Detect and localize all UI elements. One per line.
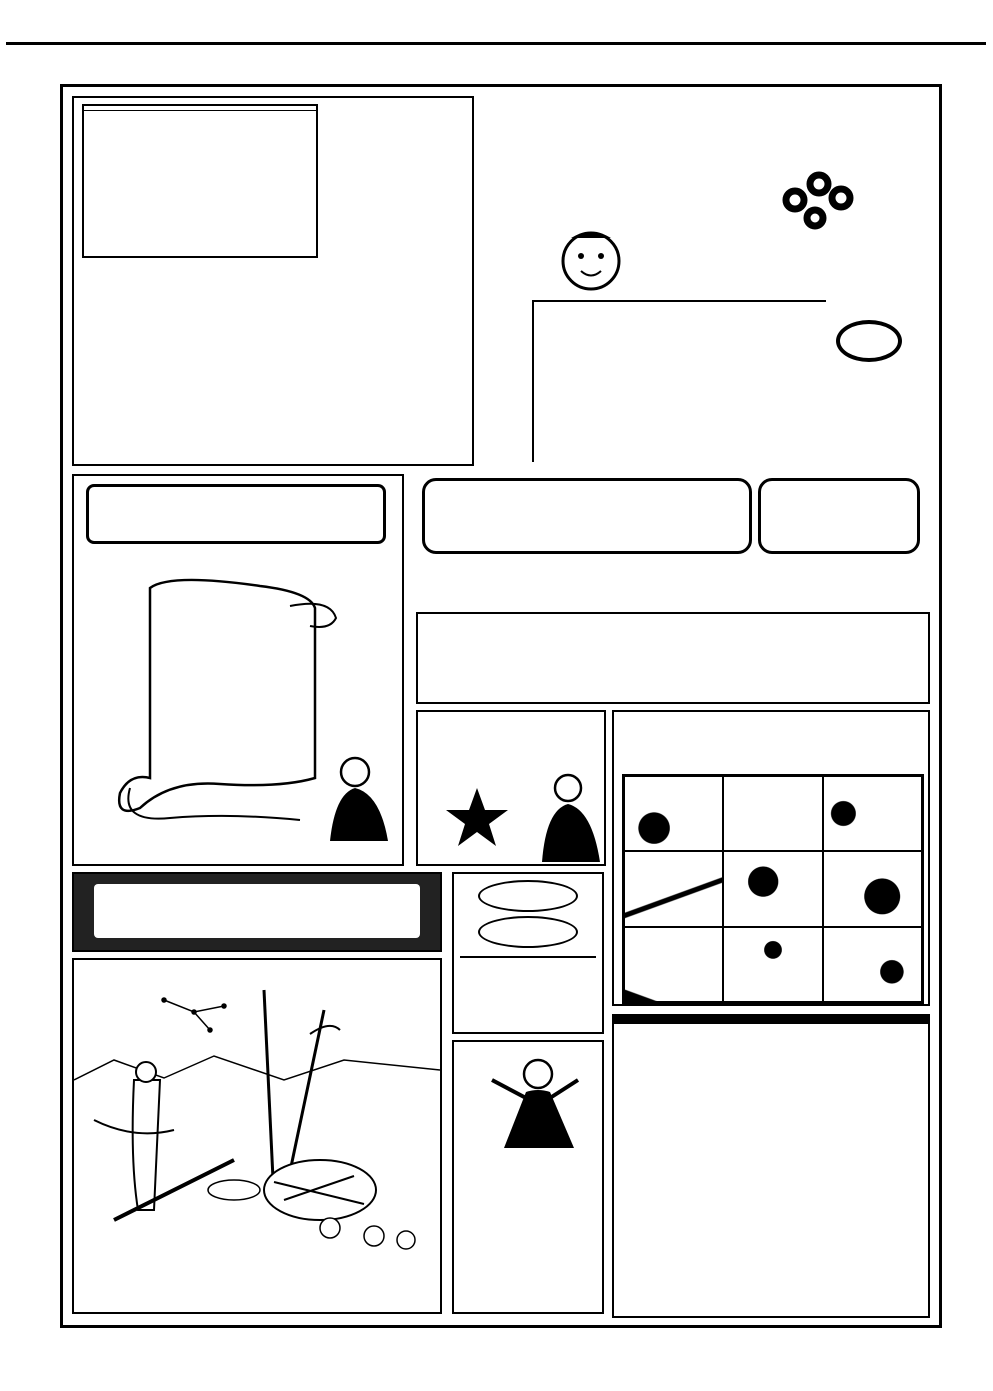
child-figure-icon (536, 226, 646, 306)
coins-icon (781, 166, 856, 236)
bottom-border (14, 1336, 982, 1360)
issue-badge (836, 320, 902, 362)
gift-panel (416, 710, 606, 866)
poem-title (86, 484, 386, 544)
verse-panel (452, 1040, 604, 1314)
poem-panel (72, 474, 404, 866)
special-puzzle (622, 774, 924, 1004)
test-numbers-panel (422, 478, 752, 554)
left-border (18, 78, 52, 1333)
jinqi-footer (460, 956, 596, 958)
top-border (14, 50, 982, 74)
facai-picture (72, 958, 442, 1314)
next-draw-panel (758, 478, 920, 554)
trend-panel (72, 96, 474, 466)
trend-title (84, 106, 316, 111)
results-panel (612, 1014, 930, 1318)
masthead (476, 96, 934, 466)
child-gift-icon (530, 766, 604, 864)
jinqi-line-4 (478, 916, 578, 948)
masthead-blank (532, 300, 826, 462)
facai-illustration (74, 960, 440, 1312)
trend-table-box (82, 104, 318, 258)
scroll-icon (110, 568, 340, 830)
jinqi-panel (452, 872, 604, 1034)
child-cheer-icon (482, 1052, 586, 1150)
facai-title (94, 884, 420, 938)
facai-header (72, 872, 442, 952)
special-panel (612, 710, 930, 1006)
jinqi-line-2 (478, 880, 578, 912)
results-title (614, 1016, 928, 1024)
recommend-panel (416, 612, 930, 704)
gift-star (422, 760, 532, 866)
right-border (946, 78, 980, 1333)
child-writing-icon (310, 746, 400, 846)
